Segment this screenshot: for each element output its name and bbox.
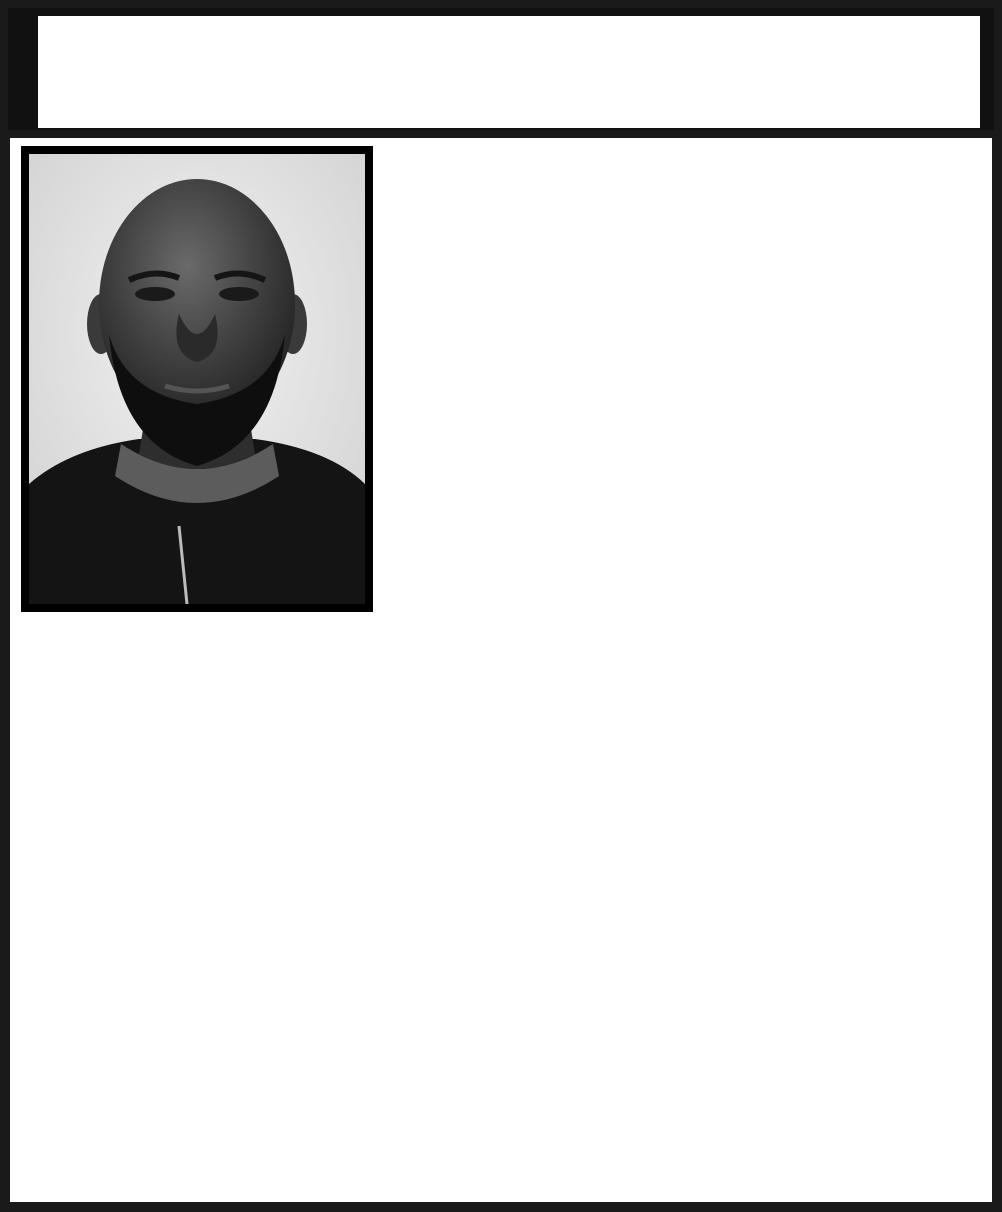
- title-bar: [8, 8, 994, 130]
- title-box: [38, 16, 980, 128]
- portrait-photo: [21, 146, 373, 612]
- notice-body: [10, 138, 992, 1202]
- portrait-photo-icon: [29, 154, 365, 604]
